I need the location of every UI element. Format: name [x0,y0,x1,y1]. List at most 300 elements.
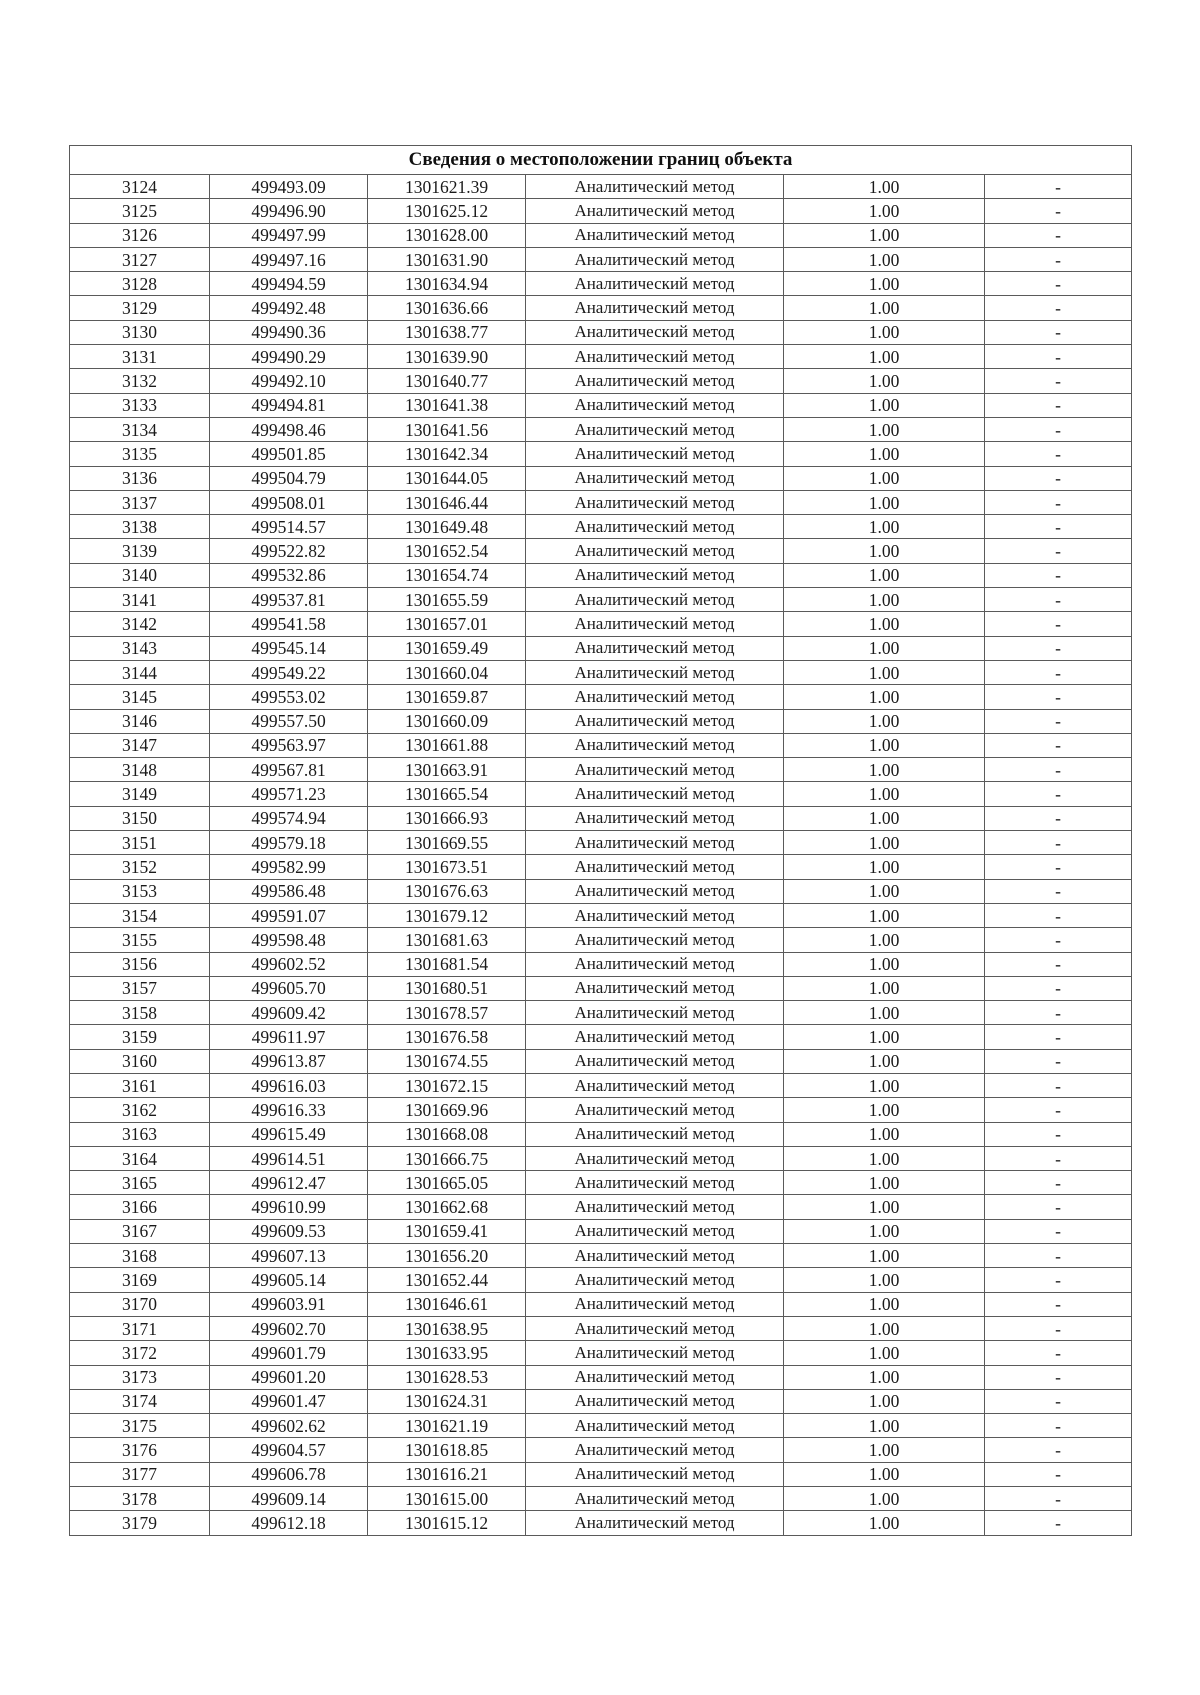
y-coordinate-cell: 1301641.38 [368,393,526,417]
y-coordinate-cell: 1301672.15 [368,1073,526,1097]
description-cell: - [985,369,1132,393]
table-row [70,1001,1132,1025]
y-coordinate-cell: 1301615.00 [368,1487,526,1511]
accuracy-cell: 1.00 [784,490,985,514]
point-number-cell: 3145 [70,685,210,709]
accuracy-cell: 1.00 [784,272,985,296]
point-number-cell: 3151 [70,831,210,855]
point-number-cell: 3147 [70,733,210,757]
x-coordinate-cell: 499492.10 [210,369,368,393]
point-number-cell: 3131 [70,345,210,369]
y-coordinate-cell: 1301681.54 [368,952,526,976]
description-cell: - [985,903,1132,927]
x-coordinate-cell: 499609.14 [210,1487,368,1511]
x-coordinate-cell: 499508.01 [210,490,368,514]
accuracy-cell: 1.00 [784,1389,985,1413]
description-cell: - [985,223,1132,247]
table-row [70,1341,1132,1365]
accuracy-cell: 1.00 [784,1487,985,1511]
table-row [70,1171,1132,1195]
y-coordinate-cell: 1301669.96 [368,1098,526,1122]
y-coordinate-cell: 1301678.57 [368,1001,526,1025]
point-number-cell: 3167 [70,1219,210,1243]
accuracy-cell: 1.00 [784,199,985,223]
y-coordinate-cell: 1301679.12 [368,903,526,927]
description-cell: - [985,393,1132,417]
x-coordinate-cell: 499604.57 [210,1438,368,1462]
point-number-cell: 3132 [70,369,210,393]
y-coordinate-cell: 1301639.90 [368,345,526,369]
method-cell: Аналитический метод [526,660,784,684]
method-cell: Аналитический метод [526,1487,784,1511]
table-row [70,515,1132,539]
description-cell: - [985,1049,1132,1073]
y-coordinate-cell: 1301654.74 [368,563,526,587]
accuracy-cell: 1.00 [784,612,985,636]
point-number-cell: 3148 [70,758,210,782]
y-coordinate-cell: 1301659.41 [368,1219,526,1243]
x-coordinate-cell: 499571.23 [210,782,368,806]
y-coordinate-cell: 1301676.58 [368,1025,526,1049]
table-row [70,490,1132,514]
x-coordinate-cell: 499490.29 [210,345,368,369]
method-cell: Аналитический метод [526,1122,784,1146]
method-cell: Аналитический метод [526,175,784,199]
point-number-cell: 3125 [70,199,210,223]
point-number-cell: 3150 [70,806,210,830]
table-row [70,1244,1132,1268]
description-cell: - [985,296,1132,320]
table-row [70,1073,1132,1097]
y-coordinate-cell: 1301646.61 [368,1292,526,1316]
table-row [70,928,1132,952]
description-cell: - [985,417,1132,441]
table-row [70,1438,1132,1462]
point-number-cell: 3153 [70,879,210,903]
table-row [70,636,1132,660]
point-number-cell: 3162 [70,1098,210,1122]
description-cell: - [985,247,1132,271]
x-coordinate-cell: 499567.81 [210,758,368,782]
accuracy-cell: 1.00 [784,1365,985,1389]
description-cell: - [985,612,1132,636]
accuracy-cell: 1.00 [784,952,985,976]
description-cell: - [985,345,1132,369]
method-cell: Аналитический метод [526,515,784,539]
method-cell: Аналитический метод [526,1462,784,1486]
description-cell: - [985,1025,1132,1049]
table-row [70,1195,1132,1219]
point-number-cell: 3134 [70,417,210,441]
point-number-cell: 3143 [70,636,210,660]
x-coordinate-cell: 499553.02 [210,685,368,709]
accuracy-cell: 1.00 [784,588,985,612]
accuracy-cell: 1.00 [784,733,985,757]
accuracy-cell: 1.00 [784,369,985,393]
accuracy-cell: 1.00 [784,515,985,539]
point-number-cell: 3126 [70,223,210,247]
description-cell: - [985,733,1132,757]
table-row [70,1511,1132,1535]
table-row [70,952,1132,976]
accuracy-cell: 1.00 [784,1049,985,1073]
description-cell: - [985,1073,1132,1097]
x-coordinate-cell: 499497.16 [210,247,368,271]
y-coordinate-cell: 1301662.68 [368,1195,526,1219]
description-cell: - [985,1171,1132,1195]
accuracy-cell: 1.00 [784,1098,985,1122]
table-row [70,685,1132,709]
method-cell: Аналитический метод [526,709,784,733]
description-cell: - [985,515,1132,539]
method-cell: Аналитический метод [526,976,784,1000]
method-cell: Аналитический метод [526,928,784,952]
y-coordinate-cell: 1301641.56 [368,417,526,441]
x-coordinate-cell: 499496.90 [210,199,368,223]
description-cell: - [985,1219,1132,1243]
method-cell: Аналитический метод [526,1511,784,1535]
method-cell: Аналитический метод [526,782,784,806]
x-coordinate-cell: 499609.42 [210,1001,368,1025]
point-number-cell: 3165 [70,1171,210,1195]
table-row [70,1146,1132,1170]
description-cell: - [985,272,1132,296]
method-cell: Аналитический метод [526,1316,784,1340]
y-coordinate-cell: 1301621.19 [368,1414,526,1438]
x-coordinate-cell: 499504.79 [210,466,368,490]
y-coordinate-cell: 1301652.54 [368,539,526,563]
y-coordinate-cell: 1301669.55 [368,831,526,855]
accuracy-cell: 1.00 [784,976,985,1000]
description-cell: - [985,928,1132,952]
table-row [70,320,1132,344]
point-number-cell: 3178 [70,1487,210,1511]
y-coordinate-cell: 1301681.63 [368,928,526,952]
table-body [70,175,1132,1536]
point-number-cell: 3160 [70,1049,210,1073]
point-number-cell: 3156 [70,952,210,976]
accuracy-cell: 1.00 [784,466,985,490]
method-cell: Аналитический метод [526,612,784,636]
accuracy-cell: 1.00 [784,320,985,344]
accuracy-cell: 1.00 [784,223,985,247]
x-coordinate-cell: 499557.50 [210,709,368,733]
table-row [70,175,1132,199]
y-coordinate-cell: 1301668.08 [368,1122,526,1146]
method-cell: Аналитический метод [526,320,784,344]
accuracy-cell: 1.00 [784,1414,985,1438]
point-number-cell: 3172 [70,1341,210,1365]
method-cell: Аналитический метод [526,369,784,393]
table-row [70,272,1132,296]
accuracy-cell: 1.00 [784,660,985,684]
x-coordinate-cell: 499514.57 [210,515,368,539]
method-cell: Аналитический метод [526,1098,784,1122]
accuracy-cell: 1.00 [784,1122,985,1146]
accuracy-cell: 1.00 [784,1292,985,1316]
table-row [70,1219,1132,1243]
table-row [70,369,1132,393]
y-coordinate-cell: 1301644.05 [368,466,526,490]
point-number-cell: 3141 [70,588,210,612]
x-coordinate-cell: 499616.03 [210,1073,368,1097]
point-number-cell: 3177 [70,1462,210,1486]
x-coordinate-cell: 499563.97 [210,733,368,757]
accuracy-cell: 1.00 [784,1341,985,1365]
accuracy-cell: 1.00 [784,442,985,466]
description-cell: - [985,806,1132,830]
x-coordinate-cell: 499616.33 [210,1098,368,1122]
point-number-cell: 3175 [70,1414,210,1438]
table-row [70,1462,1132,1486]
description-cell: - [985,199,1132,223]
description-cell: - [985,539,1132,563]
point-number-cell: 3130 [70,320,210,344]
description-cell: - [985,976,1132,1000]
x-coordinate-cell: 499612.47 [210,1171,368,1195]
table-row [70,563,1132,587]
accuracy-cell: 1.00 [784,1146,985,1170]
y-coordinate-cell: 1301659.49 [368,636,526,660]
method-cell: Аналитический метод [526,733,784,757]
method-cell: Аналитический метод [526,1219,784,1243]
description-cell: - [985,660,1132,684]
boundary-table [69,145,1132,1536]
y-coordinate-cell: 1301649.48 [368,515,526,539]
y-coordinate-cell: 1301624.31 [368,1389,526,1413]
accuracy-cell: 1.00 [784,296,985,320]
accuracy-cell: 1.00 [784,855,985,879]
description-cell: - [985,855,1132,879]
point-number-cell: 3139 [70,539,210,563]
x-coordinate-cell: 499603.91 [210,1292,368,1316]
accuracy-cell: 1.00 [784,345,985,369]
y-coordinate-cell: 1301657.01 [368,612,526,636]
x-coordinate-cell: 499494.59 [210,272,368,296]
x-coordinate-cell: 499501.85 [210,442,368,466]
accuracy-cell: 1.00 [784,903,985,927]
point-number-cell: 3163 [70,1122,210,1146]
description-cell: - [985,1292,1132,1316]
method-cell: Аналитический метод [526,879,784,903]
accuracy-cell: 1.00 [784,1462,985,1486]
x-coordinate-cell: 499586.48 [210,879,368,903]
table-row [70,612,1132,636]
table-row [70,417,1132,441]
y-coordinate-cell: 1301656.20 [368,1244,526,1268]
accuracy-cell: 1.00 [784,539,985,563]
y-coordinate-cell: 1301615.12 [368,1511,526,1535]
description-cell: - [985,831,1132,855]
table-row [70,831,1132,855]
method-cell: Аналитический метод [526,1146,784,1170]
x-coordinate-cell: 499607.13 [210,1244,368,1268]
description-cell: - [985,1414,1132,1438]
description-cell: - [985,758,1132,782]
point-number-cell: 3155 [70,928,210,952]
x-coordinate-cell: 499601.79 [210,1341,368,1365]
method-cell: Аналитический метод [526,758,784,782]
description-cell: - [985,1098,1132,1122]
x-coordinate-cell: 499605.14 [210,1268,368,1292]
x-coordinate-cell: 499591.07 [210,903,368,927]
method-cell: Аналитический метод [526,490,784,514]
description-cell: - [985,952,1132,976]
method-cell: Аналитический метод [526,417,784,441]
method-cell: Аналитический метод [526,272,784,296]
method-cell: Аналитический метод [526,563,784,587]
table-row [70,223,1132,247]
method-cell: Аналитический метод [526,1365,784,1389]
table-row [70,879,1132,903]
point-number-cell: 3127 [70,247,210,271]
method-cell: Аналитический метод [526,855,784,879]
accuracy-cell: 1.00 [784,175,985,199]
x-coordinate-cell: 499490.36 [210,320,368,344]
y-coordinate-cell: 1301676.63 [368,879,526,903]
description-cell: - [985,320,1132,344]
y-coordinate-cell: 1301680.51 [368,976,526,1000]
y-coordinate-cell: 1301642.34 [368,442,526,466]
table-row [70,199,1132,223]
table-row [70,1292,1132,1316]
method-cell: Аналитический метод [526,393,784,417]
point-number-cell: 3140 [70,563,210,587]
accuracy-cell: 1.00 [784,1316,985,1340]
x-coordinate-cell: 499522.82 [210,539,368,563]
table-row [70,1049,1132,1073]
table-row [70,660,1132,684]
point-number-cell: 3154 [70,903,210,927]
accuracy-cell: 1.00 [784,782,985,806]
description-cell: - [985,636,1132,660]
point-number-cell: 3137 [70,490,210,514]
x-coordinate-cell: 499602.62 [210,1414,368,1438]
accuracy-cell: 1.00 [784,1171,985,1195]
x-coordinate-cell: 499609.53 [210,1219,368,1243]
point-number-cell: 3174 [70,1389,210,1413]
accuracy-cell: 1.00 [784,1025,985,1049]
y-coordinate-cell: 1301660.04 [368,660,526,684]
point-number-cell: 3138 [70,515,210,539]
table-row [70,1414,1132,1438]
y-coordinate-cell: 1301665.05 [368,1171,526,1195]
x-coordinate-cell: 499610.99 [210,1195,368,1219]
description-cell: - [985,1389,1132,1413]
accuracy-cell: 1.00 [784,709,985,733]
description-cell: - [985,709,1132,733]
description-cell: - [985,1122,1132,1146]
point-number-cell: 3136 [70,466,210,490]
y-coordinate-cell: 1301618.85 [368,1438,526,1462]
method-cell: Аналитический метод [526,1171,784,1195]
table-row [70,1098,1132,1122]
x-coordinate-cell: 499545.14 [210,636,368,660]
method-cell: Аналитический метод [526,539,784,563]
table-row [70,539,1132,563]
y-coordinate-cell: 1301646.44 [368,490,526,514]
x-coordinate-cell: 499582.99 [210,855,368,879]
method-cell: Аналитический метод [526,831,784,855]
y-coordinate-cell: 1301666.93 [368,806,526,830]
y-coordinate-cell: 1301652.44 [368,1268,526,1292]
accuracy-cell: 1.00 [784,1438,985,1462]
x-coordinate-cell: 499602.52 [210,952,368,976]
method-cell: Аналитический метод [526,1438,784,1462]
point-number-cell: 3129 [70,296,210,320]
x-coordinate-cell: 499579.18 [210,831,368,855]
y-coordinate-cell: 1301666.75 [368,1146,526,1170]
y-coordinate-cell: 1301633.95 [368,1341,526,1365]
table-row [70,1025,1132,1049]
method-cell: Аналитический метод [526,223,784,247]
description-cell: - [985,1244,1132,1268]
point-number-cell: 3171 [70,1316,210,1340]
table-row [70,1389,1132,1413]
point-number-cell: 3170 [70,1292,210,1316]
x-coordinate-cell: 499598.48 [210,928,368,952]
y-coordinate-cell: 1301660.09 [368,709,526,733]
point-number-cell: 3161 [70,1073,210,1097]
table-row [70,855,1132,879]
x-coordinate-cell: 499612.18 [210,1511,368,1535]
y-coordinate-cell: 1301674.55 [368,1049,526,1073]
x-coordinate-cell: 499615.49 [210,1122,368,1146]
method-cell: Аналитический метод [526,1244,784,1268]
description-cell: - [985,1146,1132,1170]
x-coordinate-cell: 499532.86 [210,563,368,587]
accuracy-cell: 1.00 [784,758,985,782]
point-number-cell: 3166 [70,1195,210,1219]
method-cell: Аналитический метод [526,442,784,466]
accuracy-cell: 1.00 [784,1268,985,1292]
y-coordinate-cell: 1301636.66 [368,296,526,320]
x-coordinate-cell: 499606.78 [210,1462,368,1486]
method-cell: Аналитический метод [526,685,784,709]
accuracy-cell: 1.00 [784,685,985,709]
table-row [70,1365,1132,1389]
description-cell: - [985,175,1132,199]
table-title-row [70,146,1132,175]
point-number-cell: 3135 [70,442,210,466]
description-cell: - [985,1195,1132,1219]
accuracy-cell: 1.00 [784,1511,985,1535]
accuracy-cell: 1.00 [784,417,985,441]
point-number-cell: 3169 [70,1268,210,1292]
y-coordinate-cell: 1301663.91 [368,758,526,782]
method-cell: Аналитический метод [526,1414,784,1438]
accuracy-cell: 1.00 [784,563,985,587]
description-cell: - [985,1001,1132,1025]
y-coordinate-cell: 1301625.12 [368,199,526,223]
y-coordinate-cell: 1301621.39 [368,175,526,199]
accuracy-cell: 1.00 [784,831,985,855]
method-cell: Аналитический метод [526,1292,784,1316]
x-coordinate-cell: 499614.51 [210,1146,368,1170]
method-cell: Аналитический метод [526,247,784,271]
x-coordinate-cell: 499601.20 [210,1365,368,1389]
description-cell: - [985,1316,1132,1340]
point-number-cell: 3164 [70,1146,210,1170]
description-cell: - [985,1341,1132,1365]
method-cell: Аналитический метод [526,1268,784,1292]
point-number-cell: 3168 [70,1244,210,1268]
point-number-cell: 3144 [70,660,210,684]
x-coordinate-cell: 499537.81 [210,588,368,612]
description-cell: - [985,588,1132,612]
y-coordinate-cell: 1301673.51 [368,855,526,879]
x-coordinate-cell: 499611.97 [210,1025,368,1049]
